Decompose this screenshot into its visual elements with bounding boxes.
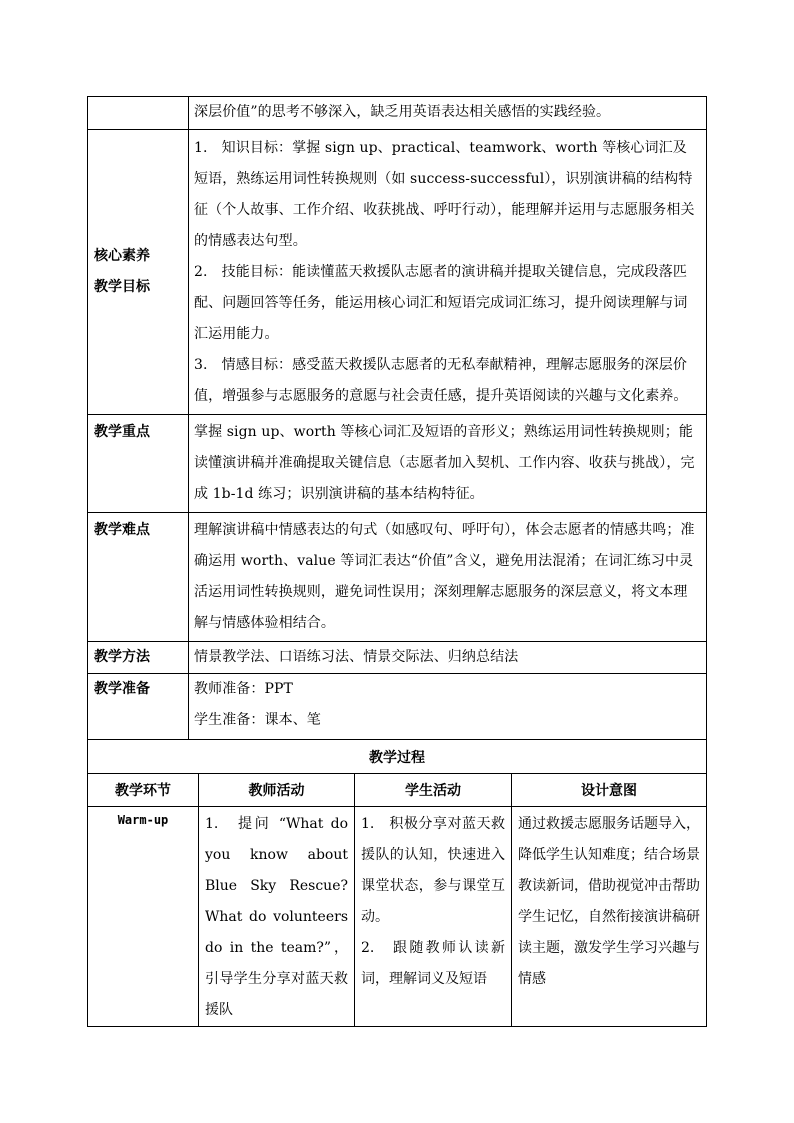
difficulties-content: 理解演讲稿中情感表达的句式（如感叹句、呼吁句），体会志愿者的情感共鸣；准确运用 worth、value 等词汇表达“价值”含义，避免用法混淆；在词汇练习中灵活运用词性转换规则，避免词性误用；深刻理解志愿服务的深层意义，将文本理解与情感体验相结合。 [189,513,707,642]
objectives-row [88,130,707,415]
header-design-intent: 设计意图 [512,774,707,807]
objectives-content [189,130,707,415]
key-points-label: 教学重点 [88,415,189,513]
key-points-content: 掌握 sign up、worth 等核心词汇及短语的音形义；熟练运用词性转换规则；能读懂演讲稿并准确提取关键信息（志愿者加入契机、工作内容、收获与挑战），完成 1b-1d 练习；识别演讲稿的基本结构特征。 [189,415,707,513]
header-teacher-activity: 教师活动 [199,774,355,807]
stage-warmup: Warm-up [88,807,199,1027]
preparation-label: 教学准备 [88,674,189,740]
process-title-row [88,740,707,774]
header-stage: 教学环节 [88,774,199,807]
student-activity-line: 1. 积极分享对蓝天救援队的认知，快速进入课堂状态，参与课堂互动。 2. 跟随教师认读新词，理解词义及短语 [361,816,505,987]
difficulties-label: 教学难点 [88,513,189,642]
process-table [87,739,707,1027]
objectives-label [88,130,189,415]
analysis-continuation-text: 深层价值”的思考不够深入，缺乏用英语表达相关感悟的实践经验。 [189,97,707,130]
header-student-activity: 学生活动 [355,774,512,807]
preparation-content [189,674,707,740]
methods-label: 教学方法 [88,642,189,674]
key-points-row [88,415,707,513]
process-title: 教学过程 [88,740,707,774]
methods-row [88,642,707,674]
empty-label-cell [88,97,189,130]
objective-emotion: 3. 情感目标：感受蓝天救援队志愿者的无私奉献精神，理解志愿服务的深层价值，增强参与志愿服务的意愿与社会责任感，提升英语阅读的兴趣与文化素养。 [194,357,688,404]
teacher-preparation: 教师准备：PPT [194,681,293,697]
objective-skills: 2. 技能目标：能读懂蓝天救援队志愿者的演讲稿并提取关键信息，完成段落匹配、问题回答等任务，能运用核心词汇和短语完成词汇练习，提升阅读理解与词汇运用能力。 [194,264,688,342]
student-activity-warmup [355,807,512,1027]
objectives-label-line2: 教学目标 [94,279,150,295]
design-intent-warmup: 通过救援志愿服务话题导入，降低学生认知难度；结合场景教读新词，借助视觉冲击帮助学生记忆，自然衔接演讲稿研读主题，激发学生学习兴趣与情感 [512,807,707,1027]
process-row-warmup [88,807,707,1027]
process-header-row [88,774,707,807]
lesson-plan-page [87,96,706,1027]
analysis-continuation-row [88,97,707,130]
teacher-activity-warmup: 1. 提问 “What do you know about Blue Sky Rescue? What do volunteers do in the team?”，引导学生分享对蓝天救援队 [199,807,355,1027]
difficulties-row [88,513,707,642]
preparation-row [88,674,707,740]
lesson-plan-table [87,96,707,740]
student-preparation: 学生准备：课本、笔 [194,712,321,728]
objectives-label-line1: 核心素养 [94,248,150,264]
methods-content: 情景教学法、口语练习法、情景交际法、归纳总结法 [189,642,707,674]
objective-knowledge: 1. 知识目标：掌握 sign up、practical、teamwork、worth 等核心词汇及短语，熟练运用词性转换规则（如 success-successful），识别演讲稿的结构特征（个人故事、工作介绍、收获挑战、呼吁行动），能理解并运用与志愿服务相关的情感表达句型。 [194,140,695,249]
